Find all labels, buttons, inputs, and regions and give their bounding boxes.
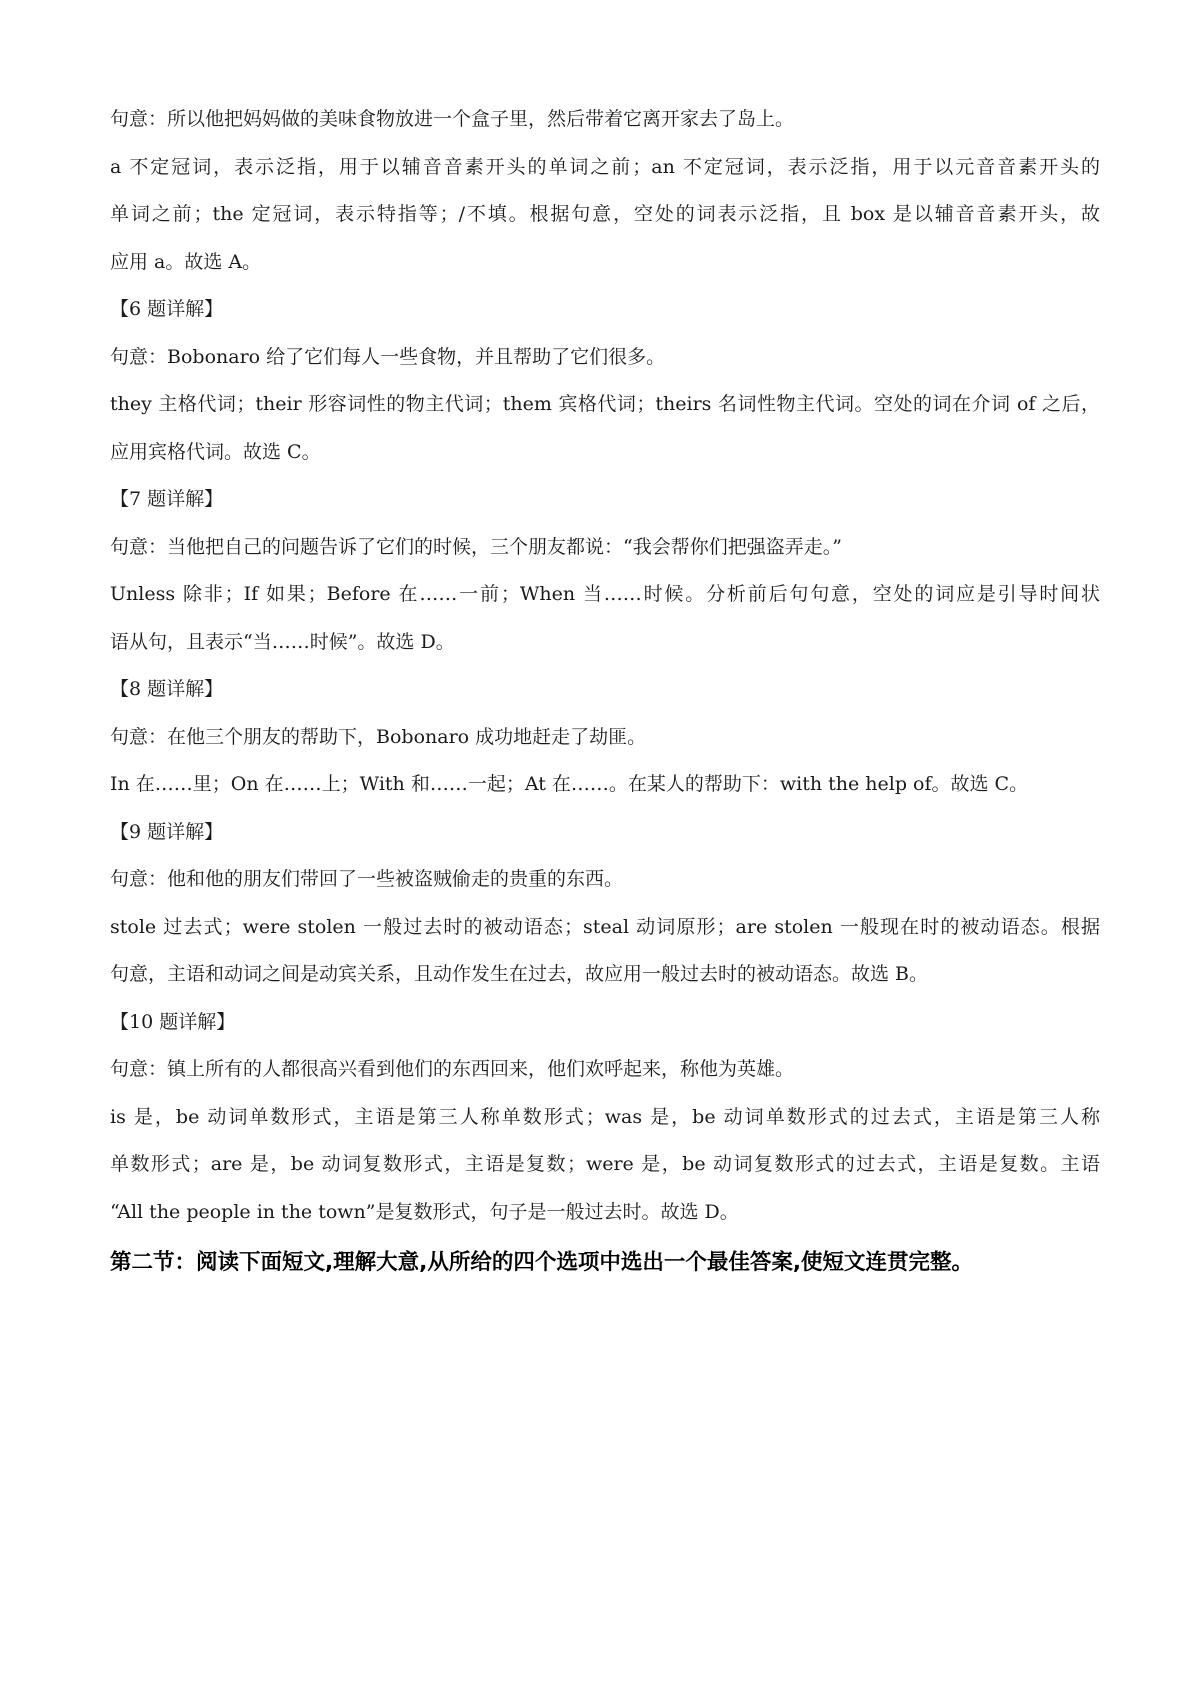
question-header: 【10 题详解】 — [110, 1010, 236, 1033]
text-line: 句意：所以他把妈妈做的美味食物放进一个盒子里，然后带着它离开家去了岛上。 — [110, 108, 795, 130]
text-line: 应用宾格代词。故选 C。 — [110, 440, 321, 463]
text-line: stole 过去式；were stolen 一般过去时的被动语态；steal 动词原形；are stolen 一般现在时的被动语态。根据 — [110, 915, 1100, 938]
text-line: 语从句，且表示“当……时候”。故选 D。 — [110, 630, 455, 653]
text-line: “All the people in the town”是复数形式，句子是一般过去时。故选 D。 — [110, 1200, 739, 1223]
text-line: In 在……里；On 在……上；With 和……一起；At 在……。在某人的帮助下：with the help of。故选 C。 — [110, 773, 1029, 795]
text-line: a 不定冠词，表示泛指，用于以辅音音素开头的单词之前；an 不定冠词，表示泛指，用于以元音音素开头的 — [110, 155, 1100, 178]
text-line: 句意，主语和动词之间是动宾关系，且动作发生在过去，故应用一般过去时的被动语态。故选 B。 — [110, 963, 929, 985]
section-heading: 第二节：阅读下面短文,理解大意,从所给的四个选项中选出一个最佳答案,使短文连贯完整。 — [110, 1250, 974, 1275]
document-body — [110, 96, 1100, 1288]
text-line: 单数形式；are 是，be 动词复数形式，主语是复数；were 是，be 动词复数形式的过去式，主语是复数。主语 — [110, 1153, 1100, 1175]
text-line: is 是，be 动词单数形式，主语是第三人称单数形式；was 是，be 动词单数形式的过去式，主语是第三人称 — [110, 1105, 1100, 1128]
text-line: 句意：Bobonaro 给了它们每人一些食物，并且帮助了它们很多。 — [110, 345, 666, 368]
text-line: 单词之前；the 定冠词，表示特指等；/不填。根据句意，空处的词表示泛指，且 box 是以辅音音素开头，故 — [110, 203, 1100, 225]
text-line: 句意：他和他的朋友们带回了一些被盗贼偷走的贵重的东西。 — [110, 868, 624, 890]
text-line: 应用 a。故选 A。 — [110, 250, 262, 273]
text-line: 句意：当他把自己的问题告诉了它们的时候，三个朋友都说：“我会帮你们把强盗弄走。” — [110, 535, 842, 558]
text-line: they 主格代词；their 形容词性的物主代词；them 宾格代词；theirs 名词性物主代词。空处的词在介词 of 之后， — [110, 393, 1100, 415]
question-header: 【6 题详解】 — [110, 298, 224, 320]
text-line: 句意：镇上所有的人都很高兴看到他们的东西回来，他们欢呼起来，称他为英雄。 — [110, 1058, 795, 1080]
question-header: 【8 题详解】 — [110, 678, 224, 700]
text-line: Unless 除非；If 如果；Before 在……一前；When 当……时候。分析前后句句意，空处的词应是引导时间状 — [110, 583, 1100, 605]
question-header: 【9 题详解】 — [110, 820, 224, 843]
text-line: 句意：在他三个朋友的帮助下，Bobonaro 成功地赶走了劫匪。 — [110, 725, 647, 748]
question-header: 【7 题详解】 — [110, 488, 224, 510]
